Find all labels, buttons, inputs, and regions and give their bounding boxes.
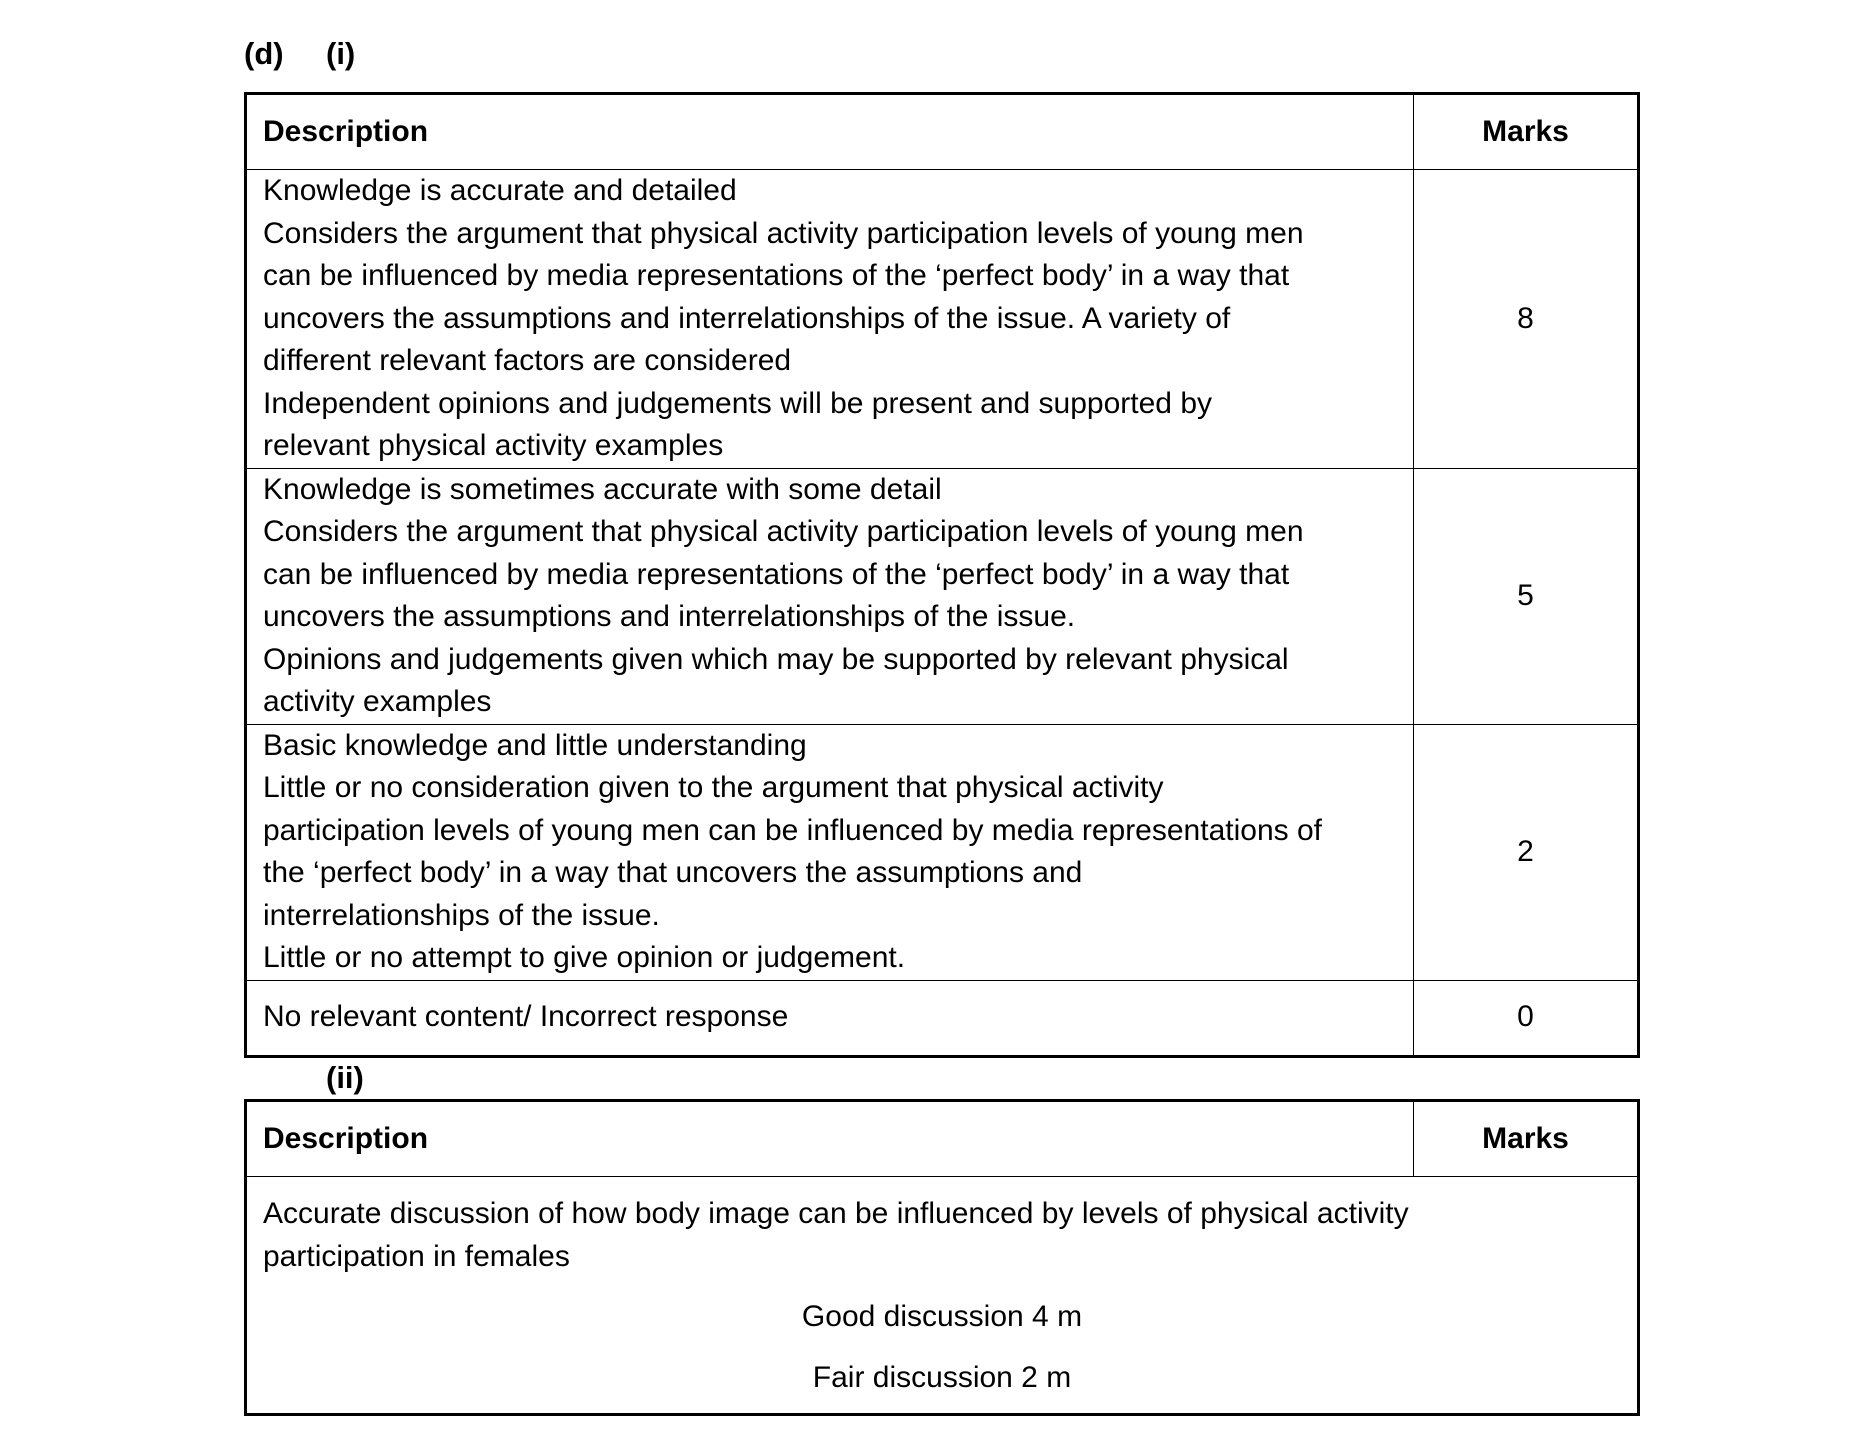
marks-header: Marks: [1414, 1101, 1639, 1177]
table-row: [246, 468, 1639, 724]
mark-band-line: Fair discussion 2 m: [812, 1360, 1072, 1394]
description-line: different relevant factors are considered: [263, 344, 792, 377]
table-row: [246, 980, 1639, 1056]
description-line: uncovers the assumptions and interrelationships of the issue. A variety of: [263, 301, 1231, 335]
description-cell: [246, 724, 1414, 980]
subpart-i-label: (i): [326, 36, 356, 71]
description-line: participation in females: [263, 1239, 570, 1273]
marks-cell: 5: [1414, 468, 1639, 724]
description-line: can be influenced by media representations of the ‘perfect body’ in a way that: [263, 557, 1290, 591]
part-label: (d): [244, 36, 284, 71]
description-line: No relevant content/ Incorrect response: [263, 1000, 789, 1034]
subpart-ii-label: (ii): [326, 1060, 364, 1095]
table-row: [246, 170, 1639, 469]
description-header: Description: [246, 1101, 1414, 1177]
marks-cell: 2: [1414, 724, 1639, 980]
marks-header: Marks: [1414, 94, 1639, 170]
description-line: uncovers the assumptions and interrelationships of the issue.: [263, 600, 1076, 633]
description-line: Little or no consideration given to the argument that physical activity: [263, 771, 1164, 804]
description-line: Accurate discussion of how body image can be influenced by levels of physical activity: [263, 1197, 1409, 1230]
description-cell: [246, 980, 1414, 1056]
description-line: activity examples: [263, 685, 492, 718]
description-line: interrelationships of the issue.: [263, 898, 660, 932]
description-line: Independent opinions and judgements will be present and supported by: [263, 386, 1213, 420]
description-line: Knowledge is accurate and detailed: [263, 174, 737, 207]
description-line: Little or no attempt to give opinion or judgement.: [263, 941, 906, 974]
description-cell: [246, 468, 1414, 724]
description-line: Basic knowledge and little understanding: [263, 728, 807, 762]
marks-cell: 8: [1414, 170, 1639, 469]
table-ii-description-cell: [246, 1177, 1639, 1415]
description-line: the ‘perfect body’ in a way that uncovers the assumptions and: [263, 856, 1083, 889]
mark-scheme-table-i: [244, 92, 1640, 1058]
description-line: can be influenced by media representations of the ‘perfect body’ in a way that: [263, 259, 1290, 292]
marks-cell: 0: [1414, 980, 1639, 1056]
description-cell: [246, 170, 1414, 469]
description-line: relevant physical activity examples: [263, 429, 724, 462]
description-line: Considers the argument that physical activity participation levels of young men: [263, 216, 1304, 250]
table-row: [246, 724, 1639, 980]
description-line: participation levels of young men can be influenced by media representations of: [263, 813, 1322, 847]
mark-band-line: Good discussion 4 m: [801, 1300, 1083, 1333]
description-line: Opinions and judgements given which may be supported by relevant physical: [263, 642, 1289, 676]
mark-scheme-table-ii: [244, 1099, 1640, 1416]
description-header: Description: [246, 94, 1414, 170]
table-i-body: [246, 170, 1639, 1057]
description-line: Knowledge is sometimes accurate with some detail: [263, 472, 942, 506]
description-line: Considers the argument that physical activity participation levels of young men: [263, 515, 1304, 548]
